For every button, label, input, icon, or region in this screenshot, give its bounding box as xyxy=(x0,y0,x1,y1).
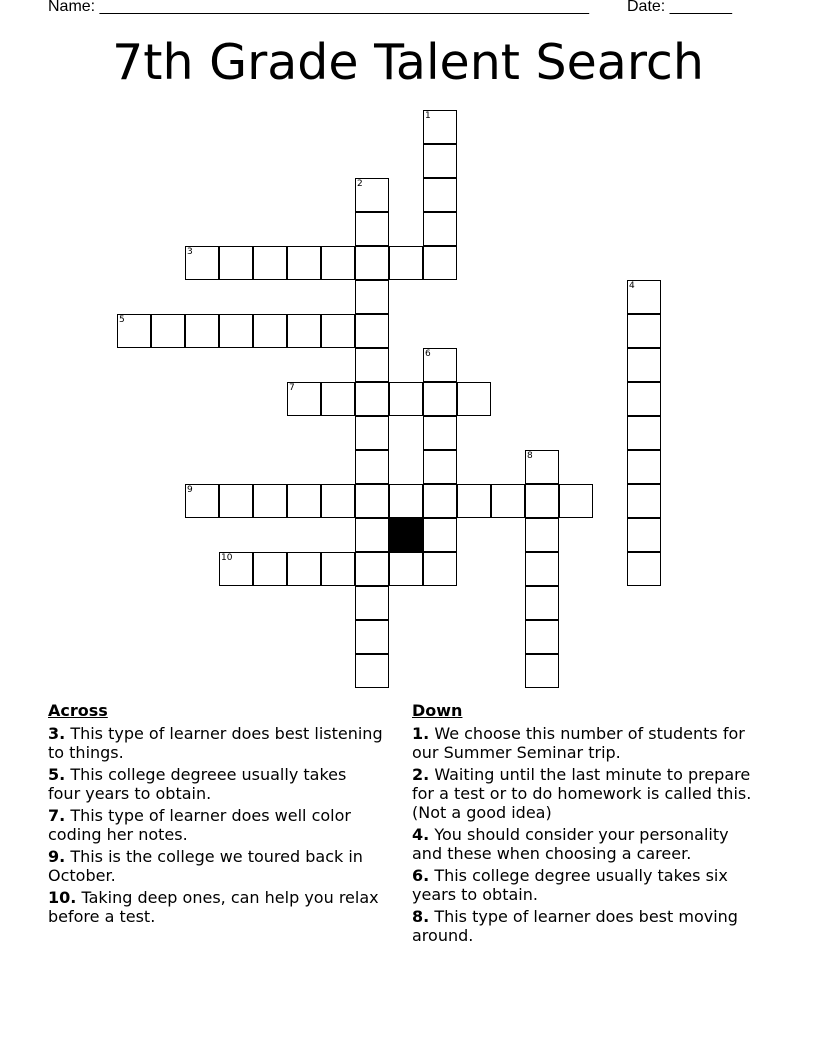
clue-number-label: 3 xyxy=(187,247,193,257)
crossword-cell[interactable] xyxy=(321,246,355,280)
across-clue xyxy=(48,724,383,762)
crossword-cell[interactable] xyxy=(253,552,287,586)
crossword-cell[interactable] xyxy=(389,246,423,280)
crossword-cell[interactable] xyxy=(355,518,389,552)
clue-number-label: 5 xyxy=(119,315,125,325)
crossword-cell[interactable] xyxy=(423,518,457,552)
crossword-cell[interactable] xyxy=(559,484,593,518)
crossword-cell[interactable] xyxy=(355,586,389,620)
crossword-cell[interactable] xyxy=(525,518,559,552)
down-clue xyxy=(412,907,762,945)
clue-number-label: 1 xyxy=(425,111,431,121)
crossword-cell[interactable] xyxy=(627,416,661,450)
clue-number: 6. xyxy=(412,866,430,885)
crossword-cell[interactable] xyxy=(525,484,559,518)
down-clue xyxy=(412,724,762,762)
clue-number-label: 7 xyxy=(289,383,295,393)
crossword-cell[interactable] xyxy=(355,382,389,416)
across-clue xyxy=(48,765,383,803)
crossword-cell[interactable] xyxy=(627,552,661,586)
crossword-cell[interactable] xyxy=(525,552,559,586)
crossword-cell[interactable] xyxy=(457,382,491,416)
crossword-cell[interactable] xyxy=(423,178,457,212)
clue-number: 7. xyxy=(48,806,66,825)
crossword-cell[interactable] xyxy=(151,314,185,348)
crossword-cell[interactable] xyxy=(627,348,661,382)
crossword-cell[interactable] xyxy=(253,314,287,348)
across-clue xyxy=(48,888,383,926)
clue-text: This type of learner does best moving around. xyxy=(412,907,738,945)
crossword-cell[interactable] xyxy=(219,246,253,280)
clue-number: 5. xyxy=(48,765,66,784)
crossword-cell[interactable] xyxy=(117,314,151,348)
clue-number: 9. xyxy=(48,847,66,866)
clue-number-label: 6 xyxy=(425,349,431,359)
crossword-cell[interactable] xyxy=(423,416,457,450)
crossword-cell[interactable] xyxy=(185,484,219,518)
down-clue xyxy=(412,765,762,822)
crossword-cell[interactable] xyxy=(389,484,423,518)
clue-text: Waiting until the last minute to prepare for a test or to do homework is called this. (Not a good idea) xyxy=(412,765,752,822)
clue-text: Taking deep ones, can help you relax before a test. xyxy=(48,888,379,926)
clue-number: 1. xyxy=(412,724,430,743)
crossword-cell[interactable] xyxy=(627,484,661,518)
clue-number: 8. xyxy=(412,907,430,926)
crossword-cell[interactable] xyxy=(355,450,389,484)
down-clues xyxy=(412,701,762,948)
clue-text: This type of learner does well color coding her notes. xyxy=(48,806,351,844)
across-clue xyxy=(48,806,383,844)
clue-number-label: 2 xyxy=(357,179,363,189)
crossword-cell[interactable] xyxy=(355,178,389,212)
crossword-cell[interactable] xyxy=(219,484,253,518)
crossword-black-cell xyxy=(389,518,423,552)
clue-number: 2. xyxy=(412,765,430,784)
clue-number-label: 4 xyxy=(629,281,635,291)
clue-number: 10. xyxy=(48,888,77,907)
crossword-cell[interactable] xyxy=(355,246,389,280)
crossword-cell[interactable] xyxy=(287,382,321,416)
crossword-cell[interactable] xyxy=(321,484,355,518)
across-clue xyxy=(48,847,383,885)
crossword-cell[interactable] xyxy=(355,348,389,382)
crossword-cell[interactable] xyxy=(185,246,219,280)
clue-text: This college degreee usually takes four years to obtain. xyxy=(48,765,347,803)
crossword-cell[interactable] xyxy=(627,314,661,348)
clue-number-label: 10 xyxy=(221,553,233,563)
crossword-cell[interactable] xyxy=(389,552,423,586)
crossword-cell[interactable] xyxy=(423,144,457,178)
crossword-cell[interactable] xyxy=(321,552,355,586)
crossword-cell[interactable] xyxy=(627,518,661,552)
crossword-cell[interactable] xyxy=(627,382,661,416)
down-clue xyxy=(412,825,762,863)
name-field-label: Name: _______________________________________________________ xyxy=(48,0,589,15)
crossword-cell[interactable] xyxy=(389,382,423,416)
crossword-cell[interactable] xyxy=(423,552,457,586)
crossword-cell[interactable] xyxy=(457,484,491,518)
crossword-cell[interactable] xyxy=(185,314,219,348)
crossword-cell[interactable] xyxy=(423,348,457,382)
crossword-cell[interactable] xyxy=(423,382,457,416)
header-line xyxy=(48,0,748,20)
crossword-cell[interactable] xyxy=(219,552,253,586)
clue-text: You should consider your personality and these when choosing a career. xyxy=(412,825,729,863)
crossword-cell[interactable] xyxy=(355,552,389,586)
crossword-cell[interactable] xyxy=(423,110,457,144)
page-title: 7th Grade Talent Search xyxy=(112,34,704,91)
clue-text: This is the college we toured back in October. xyxy=(48,847,363,885)
crossword-cell[interactable] xyxy=(287,314,321,348)
crossword-cell[interactable] xyxy=(627,450,661,484)
crossword-cell[interactable] xyxy=(321,314,355,348)
crossword-cell[interactable] xyxy=(355,654,389,688)
crossword-cell[interactable] xyxy=(491,484,525,518)
crossword-cell[interactable] xyxy=(253,484,287,518)
crossword-cell[interactable] xyxy=(287,552,321,586)
crossword-cell[interactable] xyxy=(627,280,661,314)
across-heading: Across xyxy=(48,701,108,720)
crossword-cell[interactable] xyxy=(355,416,389,450)
crossword-cell[interactable] xyxy=(525,620,559,654)
clue-text: This type of learner does best listening to things. xyxy=(48,724,383,762)
crossword-cell[interactable] xyxy=(287,484,321,518)
clue-text: This college degree usually takes six years to obtain. xyxy=(412,866,728,904)
clue-number: 4. xyxy=(412,825,430,844)
clue-text: We choose this number of students for our Summer Seminar trip. xyxy=(412,724,745,762)
crossword-cell[interactable] xyxy=(253,246,287,280)
down-clue xyxy=(412,866,762,904)
crossword-cell[interactable] xyxy=(525,654,559,688)
crossword-cell[interactable] xyxy=(321,382,355,416)
crossword-cell[interactable] xyxy=(423,212,457,246)
across-clues xyxy=(48,701,383,929)
crossword-cell[interactable] xyxy=(423,484,457,518)
clue-number-label: 9 xyxy=(187,485,193,495)
crossword-cell[interactable] xyxy=(355,620,389,654)
down-heading: Down xyxy=(412,701,463,720)
crossword-cell[interactable] xyxy=(525,450,559,484)
crossword-cell[interactable] xyxy=(355,314,389,348)
date-field-label: Date: _______ xyxy=(627,0,732,15)
crossword-cell[interactable] xyxy=(219,314,253,348)
crossword-cell[interactable] xyxy=(423,450,457,484)
crossword-cell[interactable] xyxy=(287,246,321,280)
crossword-cell[interactable] xyxy=(355,212,389,246)
crossword-cell[interactable] xyxy=(355,484,389,518)
clue-number-label: 8 xyxy=(527,451,533,461)
clue-number: 3. xyxy=(48,724,66,743)
crossword-cell[interactable] xyxy=(355,280,389,314)
crossword-cell[interactable] xyxy=(525,586,559,620)
crossword-cell[interactable] xyxy=(423,246,457,280)
